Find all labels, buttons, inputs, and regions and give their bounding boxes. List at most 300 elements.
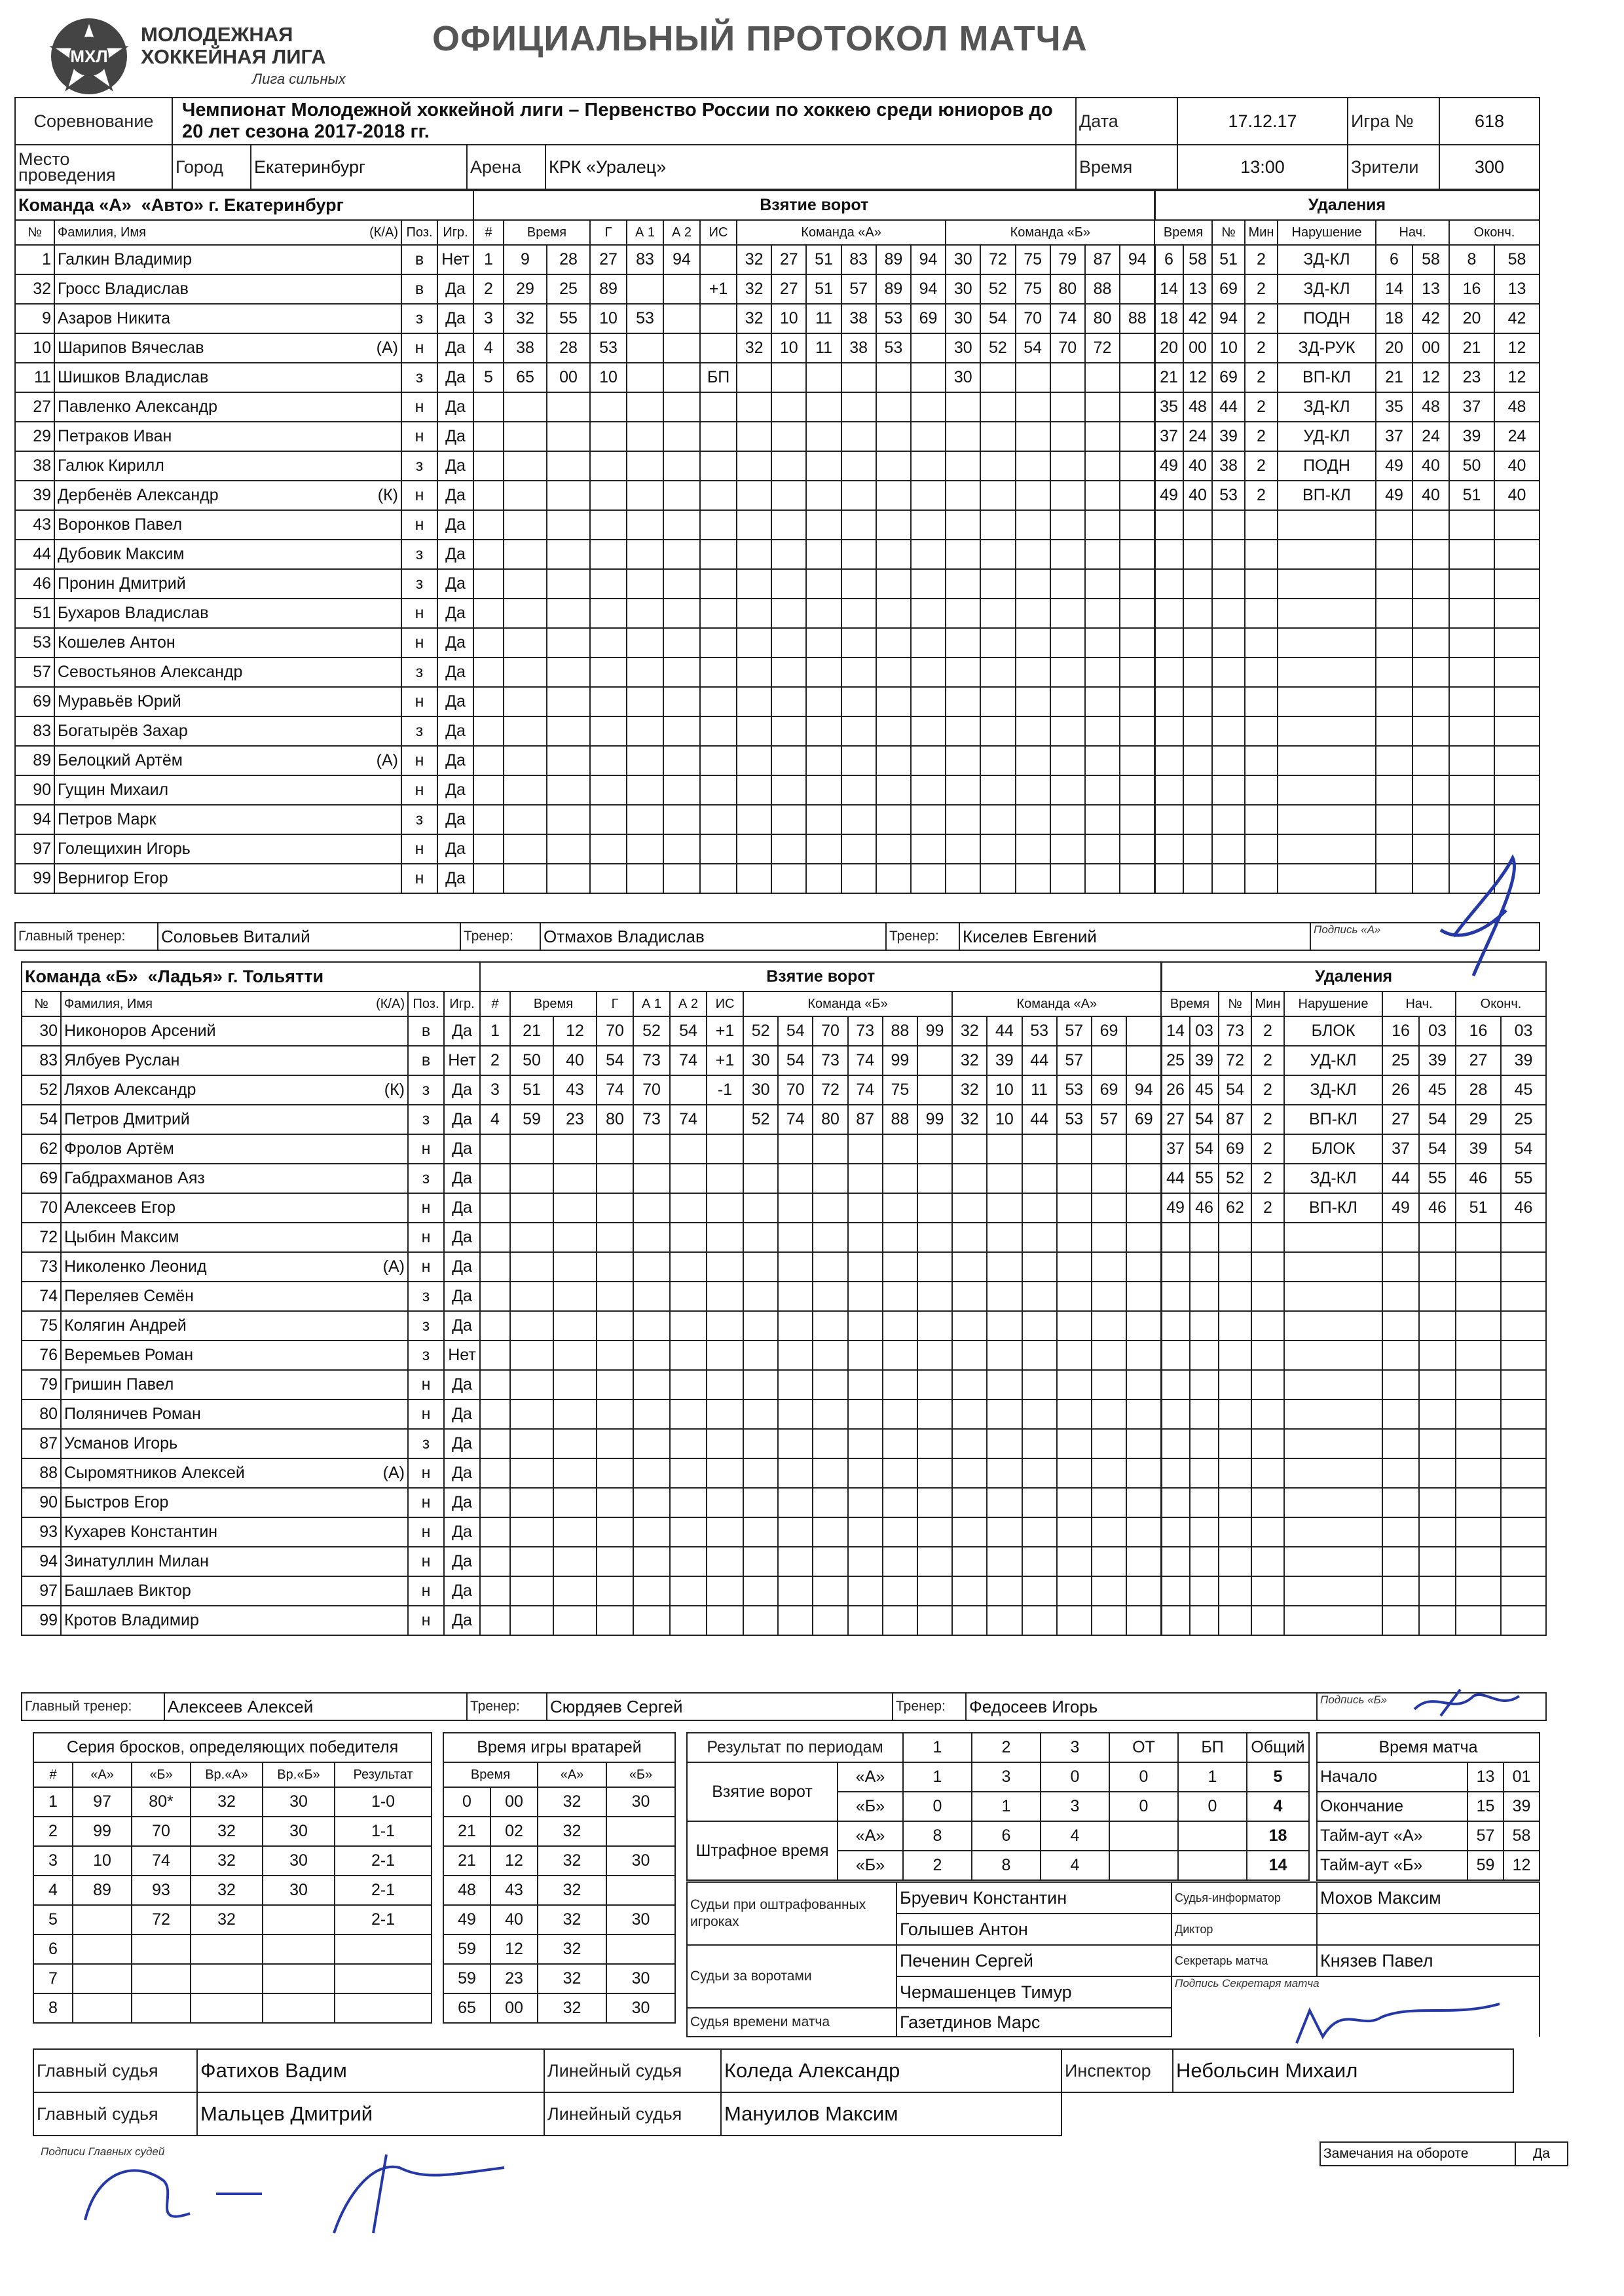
shootout-cell: 3 (33, 1846, 73, 1876)
penalty-row (1154, 481, 1540, 510)
goal-minute (504, 864, 547, 893)
goal-second (547, 422, 590, 451)
penalty-minutes: 2 (1245, 422, 1278, 451)
shootout-cell: 30 (263, 1876, 335, 1905)
penalty-second: 58 (1183, 245, 1212, 274)
penalty-start-minute (1382, 1282, 1419, 1311)
team-b-coach1: Сюрдяев Сергей (547, 1693, 893, 1720)
goal-on-ice-scoring (743, 1370, 778, 1399)
penalty-second (1190, 1576, 1219, 1606)
goal-on-ice-opponent (946, 540, 980, 569)
goal-second (553, 1399, 597, 1429)
goal-on-ice-opponent (1057, 1341, 1092, 1370)
goalie-time-minute: 0 (443, 1787, 490, 1817)
goal-scorer (590, 834, 627, 864)
player-name (54, 569, 401, 599)
col-play: Игр. (437, 220, 473, 245)
team-b-head-coach-label: Главный тренер: (22, 1693, 164, 1720)
goal-strength (707, 1576, 743, 1606)
player-played: Да (444, 1606, 480, 1635)
goal-strength: +1 (707, 1046, 743, 1075)
player-name (61, 1164, 408, 1193)
penalty-minutes (1251, 1429, 1284, 1458)
goal-on-ice-scoring (841, 746, 876, 775)
penalty-start-minute (1376, 510, 1412, 540)
goal-on-ice-opponent (1022, 1399, 1057, 1429)
goal-on-ice-scoring (911, 363, 946, 392)
player-number: 57 (15, 657, 54, 687)
period-value: 3 (1041, 1792, 1109, 1821)
player-name-text: Кухарев Константин (64, 1523, 218, 1541)
goal-on-ice-opponent (1022, 1134, 1057, 1164)
player-number: 52 (22, 1075, 61, 1105)
goal-strength (700, 510, 737, 540)
goal-row (480, 1016, 1162, 1046)
goal-on-ice-opponent: 70 (1050, 333, 1085, 363)
penalty-infraction (1284, 1370, 1382, 1399)
shootout-cell: 2-1 (335, 1905, 432, 1935)
penalty-row (1161, 1105, 1546, 1134)
goal-on-ice-opponent (1120, 834, 1154, 864)
goal-scorer (590, 746, 627, 775)
player-position: н (401, 687, 437, 716)
pen-col-start: Нач. (1382, 991, 1456, 1016)
goal-on-ice-opponent (1085, 864, 1120, 893)
player-number: 93 (22, 1517, 61, 1547)
period-value: 0 (1109, 1792, 1178, 1821)
goal-on-ice-opponent (1120, 451, 1154, 481)
match-time-second: 12 (1504, 1851, 1540, 1880)
goal-assist-2 (663, 333, 700, 363)
goal-on-ice-opponent: 57 (1057, 1016, 1092, 1046)
goal-row (480, 1488, 1162, 1517)
col-play: Игр. (444, 991, 480, 1016)
roster-row (15, 333, 473, 363)
roster-row (15, 746, 473, 775)
penalty-minute: 14 (1161, 1016, 1190, 1046)
team-a-coach2: Киселев Евгений (959, 923, 1310, 950)
goal-row (480, 1223, 1162, 1252)
player-number: 87 (22, 1429, 61, 1458)
penalty-end-minute (1449, 510, 1494, 540)
goalie-a: 32 (538, 1935, 606, 1964)
shootout-cell: 32 (191, 1846, 263, 1876)
period-value: 1 (1178, 1762, 1247, 1792)
penalty-minutes (1251, 1488, 1284, 1517)
goal-assist-1: 52 (633, 1016, 670, 1046)
penalty-start-minute: 35 (1376, 392, 1412, 422)
goal-on-ice-opponent: 54 (980, 304, 1015, 333)
goal-on-ice-scoring: 89 (876, 274, 911, 304)
goal-assist-2 (670, 1429, 707, 1458)
periods-pim-label: Штрафное время (687, 1821, 838, 1880)
player-name (61, 1016, 408, 1046)
penalty-minute (1161, 1341, 1190, 1370)
team-a-name: «Авто» г. Екатеринбург (141, 195, 344, 215)
goal-on-ice-opponent (1016, 687, 1050, 716)
goal-on-ice-opponent (980, 599, 1015, 628)
goal-row (473, 657, 1155, 687)
goal-on-ice-opponent (1016, 599, 1050, 628)
penalty-end-minute: 8 (1449, 245, 1494, 274)
penalty-infraction: ВП-КЛ (1284, 1105, 1382, 1134)
goal-strength (700, 716, 737, 746)
goal-on-ice-opponent (987, 1164, 1022, 1193)
goal-on-ice-opponent (1126, 1046, 1161, 1075)
penalty-end-minute (1449, 599, 1494, 628)
goal-on-ice-scoring (917, 1193, 952, 1223)
goalie-time-row (443, 1817, 675, 1846)
roster-row (22, 1341, 480, 1370)
goal-on-ice-opponent (1085, 569, 1120, 599)
goal-strength: +1 (700, 274, 737, 304)
player-position: в (401, 245, 437, 274)
roster-row (22, 1016, 480, 1046)
goal-on-ice-scoring: 27 (771, 274, 806, 304)
goal-on-ice-scoring (737, 775, 771, 805)
penalty-second (1190, 1517, 1219, 1547)
goal-on-ice-opponent (1092, 1223, 1126, 1252)
logo-tagline: Лига сильных (252, 71, 346, 87)
goal-row (480, 1105, 1162, 1134)
match-time-row (1317, 1762, 1540, 1792)
goal-on-ice-opponent (946, 805, 980, 834)
penalty-infraction (1284, 1576, 1382, 1606)
goal-on-ice-opponent (1050, 657, 1085, 687)
player-played: Да (437, 657, 473, 687)
goal-on-ice-scoring (737, 363, 771, 392)
goal-on-ice-scoring (743, 1252, 778, 1282)
goal-strength (707, 1105, 743, 1134)
penalty-end-second (1494, 599, 1540, 628)
goal-second (553, 1606, 597, 1635)
penalty-start-second (1419, 1341, 1456, 1370)
goal-row (480, 1252, 1162, 1282)
goal-assist-1: 53 (627, 304, 663, 333)
goal-on-ice-opponent (952, 1134, 987, 1164)
penalty-start-minute: 14 (1376, 274, 1412, 304)
player-name (54, 422, 401, 451)
goal-number (480, 1517, 510, 1547)
goal-col-a2: А 2 (663, 220, 700, 245)
goal-on-ice-opponent (1022, 1282, 1057, 1311)
goal-number (473, 864, 504, 893)
goal-on-ice-scoring (848, 1429, 883, 1458)
penalty-start-minute (1376, 657, 1412, 687)
goal-on-ice-opponent (1022, 1252, 1057, 1282)
game-value: 618 (1439, 98, 1540, 145)
goal-assist-2 (663, 540, 700, 569)
goal-assist-2 (670, 1134, 707, 1164)
penalty-row (1161, 1606, 1546, 1635)
team-b-head-coach: Алексеев Алексей (164, 1693, 467, 1720)
player-name-text: Петраков Иван (58, 427, 172, 445)
goal-on-ice-opponent (980, 510, 1015, 540)
goal-second (553, 1223, 597, 1252)
shootout-cell (73, 1993, 132, 2023)
penalty-end-minute (1456, 1429, 1501, 1458)
match-time-minute: 15 (1467, 1792, 1504, 1821)
goal-scorer: 74 (597, 1075, 633, 1105)
penalty-player (1212, 775, 1245, 805)
roster-row (15, 628, 473, 657)
penalty-minute (1161, 1282, 1190, 1311)
goal-on-ice-scoring (813, 1399, 847, 1429)
goal-on-ice-scoring: 73 (848, 1016, 883, 1046)
secretary-label: Секретарь матча (1172, 1945, 1317, 1976)
penalty-minute: 26 (1161, 1075, 1190, 1105)
player-number: 73 (22, 1252, 61, 1282)
team-b-coaches (21, 1692, 1547, 1721)
goal-on-ice-scoring (743, 1193, 778, 1223)
informer-value: Мохов Максим (1317, 1882, 1540, 1914)
goal-number: 4 (473, 333, 504, 363)
goal-on-ice-opponent (1050, 451, 1085, 481)
goal-on-ice-opponent: 44 (987, 1016, 1022, 1046)
player-played: Да (437, 451, 473, 481)
penalty-end-minute (1456, 1488, 1501, 1517)
goal-assist-1 (627, 392, 663, 422)
shootout-row (33, 1905, 432, 1935)
goal-on-ice-opponent (987, 1576, 1022, 1606)
goal-on-ice-scoring (911, 392, 946, 422)
goal-on-ice-opponent (1120, 274, 1154, 304)
goal-on-ice-scoring (883, 1341, 917, 1370)
goal-scorer (597, 1282, 633, 1311)
goal-minute (510, 1223, 553, 1252)
goal-judges-label: Судьи за воротами (687, 1945, 896, 2008)
goal-on-ice-scoring (876, 481, 911, 510)
penalty-end-second (1501, 1517, 1546, 1547)
period-value: 0 (1178, 1792, 1247, 1821)
player-position: н (408, 1252, 444, 1282)
roster-row (15, 834, 473, 864)
penalty-player (1212, 716, 1245, 746)
goal-second (553, 1458, 597, 1488)
penalty-second: 13 (1183, 274, 1212, 304)
pen-col-end: Оконч. (1456, 991, 1546, 1016)
goalie-a: 32 (538, 1846, 606, 1876)
goal-on-ice-opponent (1120, 510, 1154, 540)
penalty-start-second (1419, 1370, 1456, 1399)
penalty-start-minute: 37 (1382, 1134, 1419, 1164)
player-position: з (401, 540, 437, 569)
goal-number: 4 (480, 1105, 510, 1134)
goal-on-ice-opponent (1022, 1311, 1057, 1341)
penalty-player (1212, 657, 1245, 687)
goal-on-ice-scoring (917, 1576, 952, 1606)
goal-on-ice-opponent (946, 599, 980, 628)
penalty-row (1154, 245, 1540, 274)
player-position: н (401, 599, 437, 628)
goal-number (473, 569, 504, 599)
penalty-start-minute: 20 (1376, 333, 1412, 363)
goal-scorer: 10 (590, 363, 627, 392)
penalty-infraction (1278, 540, 1376, 569)
penalty-infraction (1278, 628, 1376, 657)
goal-on-ice-scoring: 89 (876, 245, 911, 274)
goal-on-ice-opponent (1050, 864, 1085, 893)
penalty-infraction (1284, 1399, 1382, 1429)
goal-strength (700, 805, 737, 834)
goal-on-ice-scoring: 27 (771, 245, 806, 274)
player-name (61, 1134, 408, 1164)
shootout-cell: 32 (191, 1905, 263, 1935)
goal-assist-1 (633, 1252, 670, 1282)
goal-on-ice-scoring (743, 1488, 778, 1517)
player-name (61, 1341, 408, 1370)
referees-empty-cell (1061, 2092, 1513, 2136)
penalty-minute: 14 (1154, 274, 1183, 304)
penalty-start-minute (1382, 1252, 1419, 1282)
goal-col-is: ИС (707, 991, 743, 1016)
player-number: 69 (22, 1164, 61, 1193)
player-played: Да (444, 1370, 480, 1399)
player-name (54, 481, 401, 510)
goal-on-ice-scoring: 73 (813, 1046, 847, 1075)
goal-on-ice-scoring (848, 1223, 883, 1252)
goal-number (473, 834, 504, 864)
goal-assist-2 (670, 1547, 707, 1576)
goal-minute: 9 (504, 245, 547, 274)
competition-label: Соревнование (15, 98, 172, 145)
goal-on-ice-scoring (876, 864, 911, 893)
penalty-end-second (1494, 569, 1540, 599)
penalty-end-minute: 28 (1456, 1075, 1501, 1105)
goal-on-ice-scoring: 74 (848, 1046, 883, 1075)
goal-minute: 38 (504, 333, 547, 363)
goal-on-ice-opponent (1085, 510, 1120, 540)
goal-on-ice-scoring (848, 1134, 883, 1164)
goal-on-ice-scoring (737, 834, 771, 864)
goal-on-ice-scoring (883, 1193, 917, 1223)
goal-second (547, 775, 590, 805)
goalie-b: 30 (606, 1905, 675, 1935)
penalty-start-second: 54 (1419, 1134, 1456, 1164)
goal-strength (707, 1370, 743, 1399)
player-position: н (408, 1134, 444, 1164)
goal-strength (700, 687, 737, 716)
shootout-row (33, 1935, 432, 1964)
penalty-start-second (1419, 1399, 1456, 1429)
player-played: Да (444, 1282, 480, 1311)
player-played: Да (444, 1517, 480, 1547)
roster-row (15, 363, 473, 392)
match-time-label: Окончание (1317, 1792, 1467, 1821)
penalty-row (1154, 599, 1540, 628)
player-role: (А) (376, 751, 398, 769)
goal-number (480, 1341, 510, 1370)
goal-on-ice-scoring (743, 1517, 778, 1547)
penalty-end-second (1494, 540, 1540, 569)
inspector-value: Небольсин Михаил (1173, 2049, 1513, 2092)
goal-on-ice-opponent (1057, 1311, 1092, 1341)
penalty-minutes (1251, 1547, 1284, 1576)
period-value: 1 (903, 1762, 972, 1792)
goal-minute: 59 (510, 1105, 553, 1134)
penalty-row (1154, 422, 1540, 451)
penalty-start-second: 12 (1412, 363, 1449, 392)
goal-assist-1 (627, 657, 663, 687)
goal-assist-1 (627, 834, 663, 864)
penalty-start-minute: 44 (1382, 1164, 1419, 1193)
goal-on-ice-scoring (778, 1488, 813, 1517)
goal-strength (707, 1311, 743, 1341)
goal-on-ice-opponent (980, 451, 1015, 481)
goal-on-ice-scoring (876, 716, 911, 746)
goal-on-ice-scoring (883, 1252, 917, 1282)
goal-number (473, 481, 504, 510)
shootout-col: Вр.«Б» (263, 1762, 335, 1787)
goal-on-ice-opponent (1092, 1576, 1126, 1606)
goal-on-ice-scoring (806, 864, 841, 893)
penalty-minute: 49 (1154, 451, 1183, 481)
goal-on-ice-opponent (980, 628, 1015, 657)
goal-number: 5 (473, 363, 504, 392)
goal-on-ice-opponent (1092, 1547, 1126, 1576)
goal-on-ice-scoring (917, 1517, 952, 1547)
goal-on-ice-opponent (1016, 510, 1050, 540)
player-position: з (401, 716, 437, 746)
match-time-minute: 59 (1467, 1851, 1504, 1880)
player-played: Да (437, 569, 473, 599)
penalty-second (1183, 510, 1212, 540)
team-b-label: Команда «Б» (25, 967, 138, 986)
player-position: н (401, 864, 437, 893)
goal-assist-2 (670, 1075, 707, 1105)
goal-on-ice-scoring: 72 (813, 1075, 847, 1105)
player-played: Да (444, 1134, 480, 1164)
goal-on-ice-scoring (841, 864, 876, 893)
shootout-cell: 10 (73, 1846, 132, 1876)
goal-on-ice-opponent (1092, 1193, 1126, 1223)
goal-assist-1 (627, 599, 663, 628)
shootout-cell (263, 1935, 335, 1964)
shootout-cell (132, 1964, 191, 1993)
goal-assist-1 (627, 805, 663, 834)
goal-assist-1 (627, 333, 663, 363)
penalty-end-minute (1456, 1606, 1501, 1635)
goal-number (473, 657, 504, 687)
shootout-cell (73, 1964, 132, 1993)
goal-minute (504, 451, 547, 481)
shootout-col: «А» (73, 1762, 132, 1787)
penalty-player: 69 (1212, 363, 1245, 392)
goal-second (547, 510, 590, 540)
goal-on-ice-opponent (1126, 1399, 1161, 1429)
goal-on-ice-opponent: 72 (980, 245, 1015, 274)
penalty-second (1183, 687, 1212, 716)
shootout-cell: 30 (263, 1787, 335, 1817)
roster-row (22, 1370, 480, 1399)
goal-row (473, 481, 1155, 510)
penalty-second (1190, 1458, 1219, 1488)
player-played: Да (437, 333, 473, 363)
goal-minute (510, 1488, 553, 1517)
penalty-minutes (1251, 1517, 1284, 1547)
roster-row (22, 1223, 480, 1252)
goal-second (547, 687, 590, 716)
shootout-cell: 30 (263, 1846, 335, 1876)
goal-strength (700, 864, 737, 893)
goal-row (473, 716, 1155, 746)
penalty-start-minute (1376, 540, 1412, 569)
penalty-end-second: 48 (1494, 392, 1540, 422)
roster-row (22, 1429, 480, 1458)
goal-on-ice-scoring (911, 628, 946, 657)
match-time-row (1317, 1792, 1540, 1821)
match-time-row (1317, 1821, 1540, 1851)
